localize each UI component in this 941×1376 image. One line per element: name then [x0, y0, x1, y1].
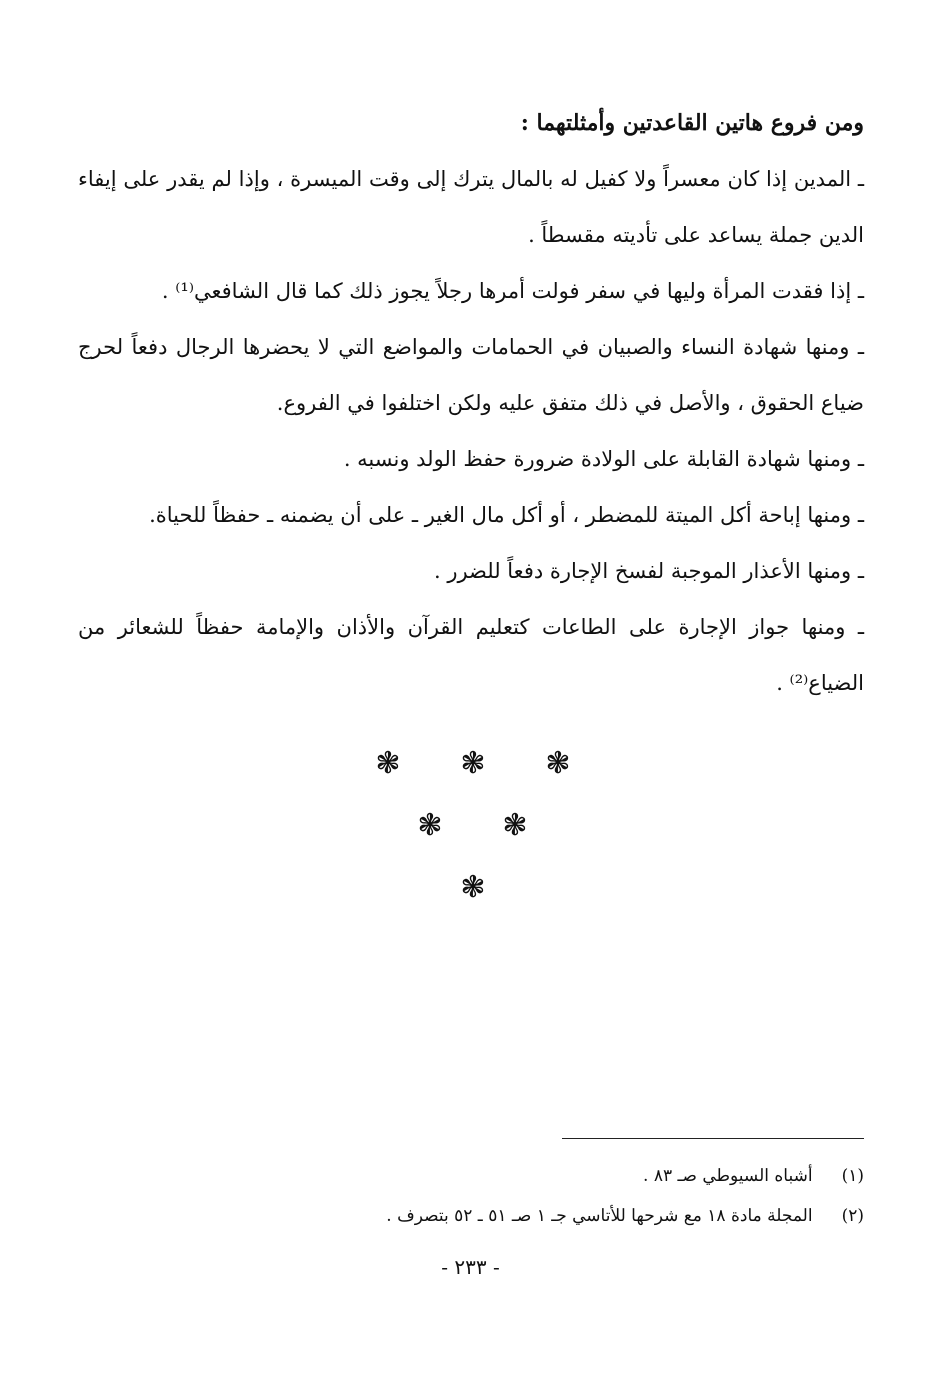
- ornament-row: [0, 872, 941, 912]
- section-heading: ومن فروع هاتين القاعدتين وأمثلتهما :: [520, 110, 864, 136]
- paragraph-woman-guardian: ـ إذا فقدت المرأة وليها في سفر فولت أمرها رجلاً يجوز ذلك كما قال الشافعي⁽¹⁾ .: [161, 279, 864, 303]
- main-text: [78, 95, 864, 711]
- flower-star-icon: ❃: [417, 808, 443, 843]
- footnote-number: (٢): [841, 1206, 864, 1226]
- paragraph-carrion: ـ ومنها إباحة أكل الميتة للمضطر ، أو أكل مال الغير ـ على أن يضمنه ـ حفظاً للحياة.: [149, 503, 864, 527]
- footnote-item: [200, 1196, 864, 1236]
- ornament-row: [0, 810, 941, 850]
- footnotes: [200, 1156, 864, 1236]
- footnote-text: المجلة مادة ١٨ مع شرحها للأتاسي جـ ١ صـ ٥١ ـ ٥٢ بتصرف .: [386, 1206, 813, 1226]
- flower-star-icon: ❃: [460, 870, 486, 905]
- footnote-item: [200, 1156, 864, 1196]
- paragraph-midwife: ـ ومنها شهادة القابلة على الولادة ضرورة حفظ الولد ونسبه .: [343, 447, 864, 471]
- flower-star-icon: ❃: [460, 746, 486, 781]
- ornament-row: [0, 748, 941, 788]
- paragraph-debtor: ـ المدين إذا كان معسراً ولا كفيل له بالمال يترك إلى وقت الميسرة ، وإذا لم يقدر على إيفاء الدين جملة يساعد على تأديته مقسطاً .: [78, 167, 864, 247]
- flower-star-icon: ❃: [545, 746, 571, 781]
- paragraph-wages-worship: ـ ومنها جواز الإجارة على الطاعات كتعليم القرآن والأذان والإمامة حفظاً للشعائر من الضياع⁽²⁾ .: [78, 615, 864, 695]
- paragraph-lease-excuses: ـ ومنها الأعذار الموجبة لفسخ الإجارة دفعاً للضرر .: [433, 559, 864, 583]
- footnote-separator: [562, 1138, 864, 1139]
- footnote-text: أشباه السيوطي صـ ٨٣ .: [643, 1166, 813, 1186]
- paragraph-testimony-women: ـ ومنها شهادة النساء والصبيان في الحمامات والمواضع التي لا يحضرها الرجال دفعاً لحرج ضياع الحقوق ، والأصل في ذلك متفق عليه ولكن اختلفوا في الفروع.: [78, 335, 864, 415]
- flower-star-icon: ❃: [375, 746, 401, 781]
- page-number: - ٢٣٣ -: [441, 1255, 500, 1279]
- flower-star-icon: ❃: [502, 808, 528, 843]
- footnote-number: (١): [841, 1166, 864, 1186]
